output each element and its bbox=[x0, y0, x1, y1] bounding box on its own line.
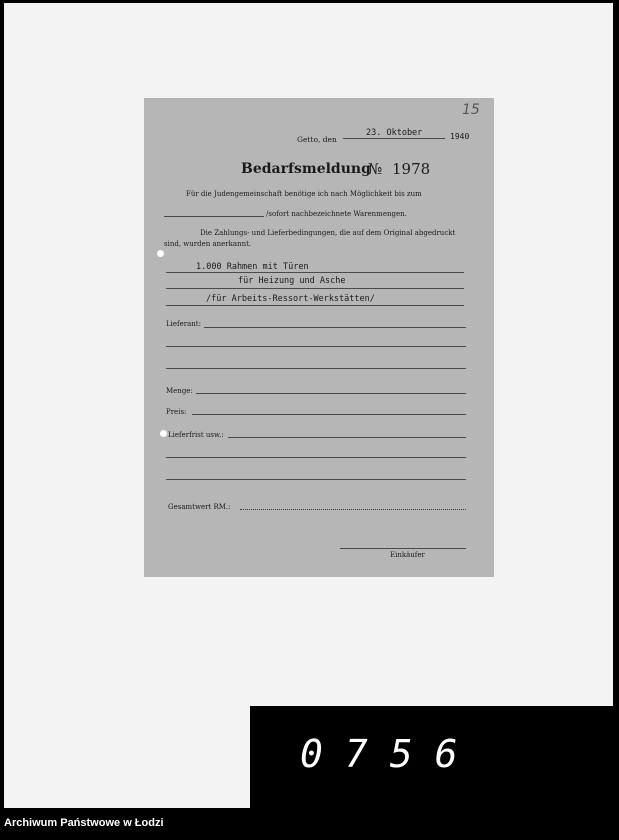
punch-hole bbox=[160, 430, 167, 437]
label-lieferfrist: Lieferfrist usw.: bbox=[168, 431, 224, 439]
label-lieferant: Lieferant: bbox=[166, 320, 201, 328]
handwritten-page-number: 15 bbox=[462, 102, 480, 118]
label-einkaeufer: Einkäufer bbox=[390, 551, 425, 559]
item-line-2: für Heizung und Asche bbox=[238, 276, 346, 286]
item-rule-3 bbox=[166, 305, 464, 306]
date-value: 23. Oktober bbox=[366, 128, 423, 138]
signature-line bbox=[340, 548, 466, 549]
requisition-form bbox=[144, 98, 494, 577]
terms-line-1: Die Zahlungs- und Lieferbedingungen, die auf dem Original abgedruckt bbox=[200, 229, 456, 237]
date-line bbox=[343, 138, 445, 139]
item-rule-1 bbox=[166, 272, 464, 273]
place-prefix: Getto, den bbox=[297, 135, 337, 144]
lieferant-line bbox=[204, 327, 466, 328]
intro-line-1: Für die Judengemeinschaft benötige ich nach Möglichkeit bis zum bbox=[186, 190, 422, 198]
item-rule-2 bbox=[166, 288, 464, 289]
item-line-3: /für Arbeits-Ressort-Werkstätten/ bbox=[206, 294, 375, 304]
form-number: 1978 bbox=[392, 160, 431, 178]
terms-line-2: sind, wurden anerkannt. bbox=[164, 240, 252, 248]
item-line-1: 1.000 Rahmen mit Türen bbox=[196, 262, 309, 272]
gesamtwert-line bbox=[240, 509, 466, 510]
lieferant-line-3 bbox=[166, 368, 466, 369]
label-preis: Preis: bbox=[166, 408, 187, 416]
year-value: 1940 bbox=[450, 132, 470, 141]
frame-number: 0756 bbox=[300, 732, 480, 776]
deadline-line bbox=[164, 216, 264, 217]
menge-line bbox=[196, 393, 466, 394]
number-sign: № bbox=[368, 160, 383, 178]
intro-line-2: /sofort nachbezeichnete Warenmengen. bbox=[266, 210, 407, 218]
archive-name: Archiwum Państwowe w Łodzi bbox=[4, 817, 164, 829]
lieferfrist-line bbox=[228, 437, 466, 438]
lieferant-line-2 bbox=[166, 346, 466, 347]
punch-hole bbox=[157, 250, 164, 257]
label-menge: Menge: bbox=[166, 387, 193, 395]
label-gesamtwert: Gesamtwert RM.: bbox=[168, 503, 231, 511]
lieferfrist-line-2 bbox=[166, 457, 466, 458]
form-title: Bedarfsmeldung bbox=[241, 161, 371, 177]
preis-line bbox=[192, 414, 466, 415]
lieferfrist-line-3 bbox=[166, 479, 466, 480]
